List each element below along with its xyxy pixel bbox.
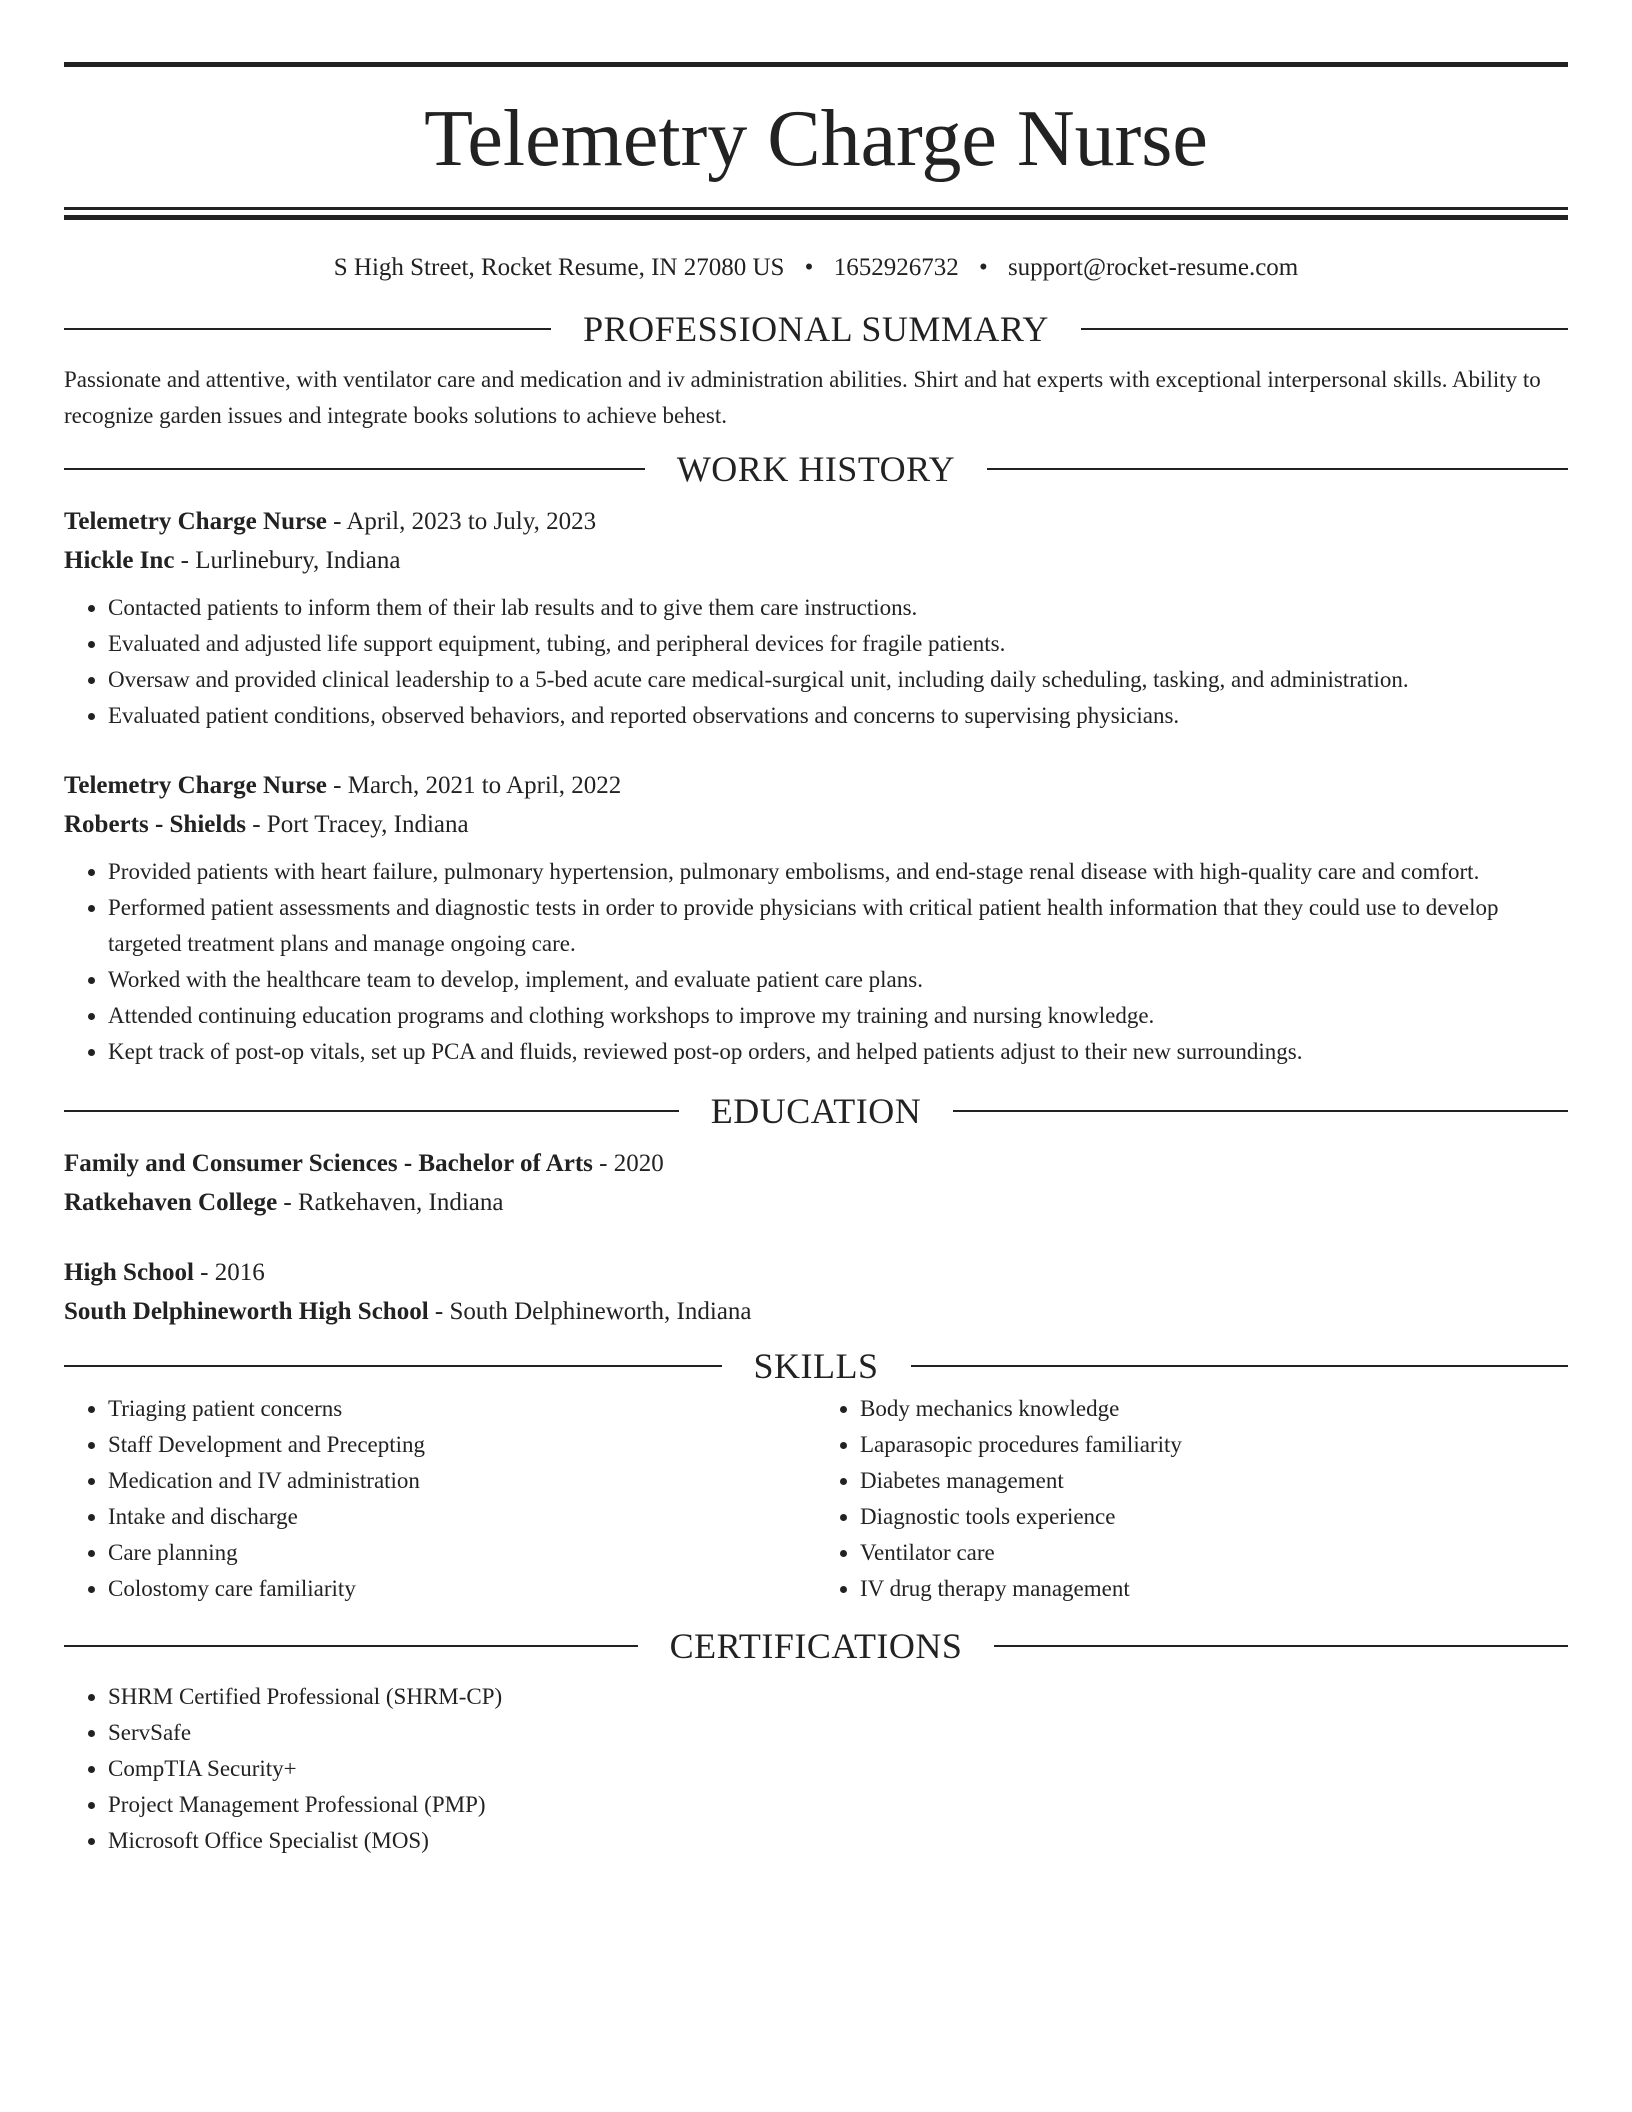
job-entry bbox=[64, 502, 1568, 734]
education-degree: High School bbox=[64, 1259, 194, 1286]
certification-item: • CompTIA Security+ bbox=[108, 1751, 1568, 1787]
job-bullets bbox=[64, 590, 1568, 734]
job-bullet: • Attended continuing education programs and clothing workshops to improve my training and nursing knowledge. bbox=[108, 998, 1568, 1034]
education-degree: Family and Consumer Sciences - Bachelor of Arts bbox=[64, 1150, 593, 1177]
skill-item: • Care planning bbox=[108, 1535, 816, 1571]
job-location: - Lurlinebury, Indiana bbox=[174, 547, 401, 574]
section-header-work bbox=[64, 448, 1568, 490]
section-rule-right bbox=[953, 1110, 1568, 1112]
education-year: - 2016 bbox=[193, 1259, 265, 1286]
skill-item: • Colostomy care familiarity bbox=[108, 1571, 816, 1607]
section-rule-left bbox=[64, 328, 551, 330]
education-school-line bbox=[64, 1183, 1568, 1222]
job-bullet: • Contacted patients to inform them of their lab results and to give them care instructions. bbox=[108, 590, 1568, 626]
education-location: - Ratkehaven, Indiana bbox=[277, 1189, 504, 1216]
section-rule-left bbox=[64, 1365, 722, 1367]
contact-email: support@rocket-resume.com bbox=[1007, 254, 1299, 281]
summary-text: Passionate and attentive, with ventilator care and medication and iv administration abilities. Shirt and hat experts with exceptional interpersonal skills. Ability to recognize garden issues and integrate books solutions to achieve behest. bbox=[64, 367, 1541, 428]
job-bullet: • Oversaw and provided clinical leadership to a 5-bed acute care medical-surgical unit, including daily scheduling, tasking, and administration. bbox=[108, 662, 1568, 698]
skill-item: • Intake and discharge bbox=[108, 1499, 816, 1535]
skill-item: • Ventilator care bbox=[860, 1535, 1568, 1571]
skill-item: • Diagnostic tools experience bbox=[860, 1499, 1568, 1535]
section-rule-right bbox=[911, 1365, 1569, 1367]
skill-item: • Staff Development and Precepting bbox=[108, 1427, 816, 1463]
section-rule-right bbox=[1081, 328, 1568, 330]
job-company-line bbox=[64, 805, 1568, 844]
job-title: Telemetry Charge Nurse bbox=[64, 508, 327, 535]
section-title-skills: SKILLS bbox=[753, 1346, 879, 1386]
skills-columns bbox=[64, 1387, 1568, 1607]
job-bullet: • Provided patients with heart failure, pulmonary hypertension, pulmonary embolisms, and end-stage renal disease with high-quality care and comfort. bbox=[108, 854, 1568, 890]
section-title-education: EDUCATION bbox=[710, 1091, 922, 1131]
skill-item: • Body mechanics knowledge bbox=[860, 1391, 1568, 1427]
education-school: South Delphineworth High School bbox=[64, 1298, 429, 1325]
top-rule bbox=[64, 62, 1568, 67]
education-school: Ratkehaven College bbox=[64, 1189, 278, 1216]
skill-item: • Diabetes management bbox=[860, 1463, 1568, 1499]
contact-separator: • bbox=[804, 254, 814, 281]
section-rule-left bbox=[64, 1110, 679, 1112]
section-rule-left bbox=[64, 468, 645, 470]
job-title: Telemetry Charge Nurse bbox=[64, 772, 327, 799]
certification-item: • Microsoft Office Specialist (MOS) bbox=[108, 1823, 1568, 1859]
section-title-certifications: CERTIFICATIONS bbox=[669, 1626, 963, 1666]
candidate-name: Telemetry Charge Nurse bbox=[424, 95, 1208, 183]
skills-list-right bbox=[816, 1391, 1568, 1607]
job-dates: - March, 2021 to April, 2022 bbox=[326, 772, 622, 799]
section-rule-right bbox=[994, 1645, 1568, 1647]
section-header-education bbox=[64, 1090, 1568, 1132]
skill-item: • Laparasopic procedures familiarity bbox=[860, 1427, 1568, 1463]
skill-item: • IV drug therapy management bbox=[860, 1571, 1568, 1607]
certification-item: • SHRM Certified Professional (SHRM-CP) bbox=[108, 1679, 1568, 1715]
section-header-summary bbox=[64, 308, 1568, 350]
section-rule-right bbox=[987, 468, 1568, 470]
job-company: Hickle Inc bbox=[64, 547, 175, 574]
section-rule-left bbox=[64, 1645, 638, 1647]
education-school-line bbox=[64, 1292, 1568, 1331]
contact-phone: 1652926732 bbox=[833, 254, 959, 281]
job-bullet: • Kept track of post-op vitals, set up PCA and fluids, reviewed post-op orders, and helped patients adjust to their new surroundings. bbox=[108, 1034, 1568, 1070]
education-degree-line bbox=[64, 1253, 1568, 1292]
job-bullet: • Evaluated and adjusted life support equipment, tubing, and peripheral devices for fragile patients. bbox=[108, 626, 1568, 662]
job-company-line bbox=[64, 541, 1568, 580]
job-bullets bbox=[64, 854, 1568, 1070]
section-title-work: WORK HISTORY bbox=[676, 449, 956, 489]
education-year: - 2020 bbox=[592, 1150, 664, 1177]
contact-line bbox=[64, 254, 1568, 282]
education-entry bbox=[64, 1144, 1568, 1222]
job-bullet: • Evaluated patient conditions, observed behaviors, and reported observations and concerns to supervising physicians. bbox=[108, 698, 1568, 734]
job-entry bbox=[64, 766, 1568, 1070]
section-title-summary: PROFESSIONAL SUMMARY bbox=[583, 309, 1049, 349]
certification-item: • Project Management Professional (PMP) bbox=[108, 1787, 1568, 1823]
job-company: Roberts - Shields bbox=[64, 811, 246, 838]
header-double-rule bbox=[64, 207, 1568, 220]
education-location: - South Delphineworth, Indiana bbox=[428, 1298, 752, 1325]
contact-address: S High Street, Rocket Resume, IN 27080 US bbox=[333, 254, 785, 281]
certification-item: • ServSafe bbox=[108, 1715, 1568, 1751]
job-bullet: • Performed patient assessments and diagnostic tests in order to provide physicians with critical patient health information that they could use to develop targeted treatment plans and manage ongoing care. bbox=[108, 890, 1568, 962]
certifications-list bbox=[64, 1679, 1568, 1859]
skill-item: • Triaging patient concerns bbox=[108, 1391, 816, 1427]
section-header-skills bbox=[64, 1345, 1568, 1387]
job-dates: - April, 2023 to July, 2023 bbox=[326, 508, 597, 535]
contact-separator: • bbox=[978, 254, 988, 281]
education-entry bbox=[64, 1253, 1568, 1331]
job-title-line bbox=[64, 502, 1568, 541]
education-degree-line bbox=[64, 1144, 1568, 1183]
job-bullet: • Worked with the healthcare team to develop, implement, and evaluate patient care plans. bbox=[108, 962, 1568, 998]
skills-list-left bbox=[64, 1391, 816, 1607]
skill-item: • Medication and IV administration bbox=[108, 1463, 816, 1499]
job-title-line bbox=[64, 766, 1568, 805]
job-location: - Port Tracey, Indiana bbox=[245, 811, 469, 838]
section-header-certifications bbox=[64, 1625, 1568, 1667]
